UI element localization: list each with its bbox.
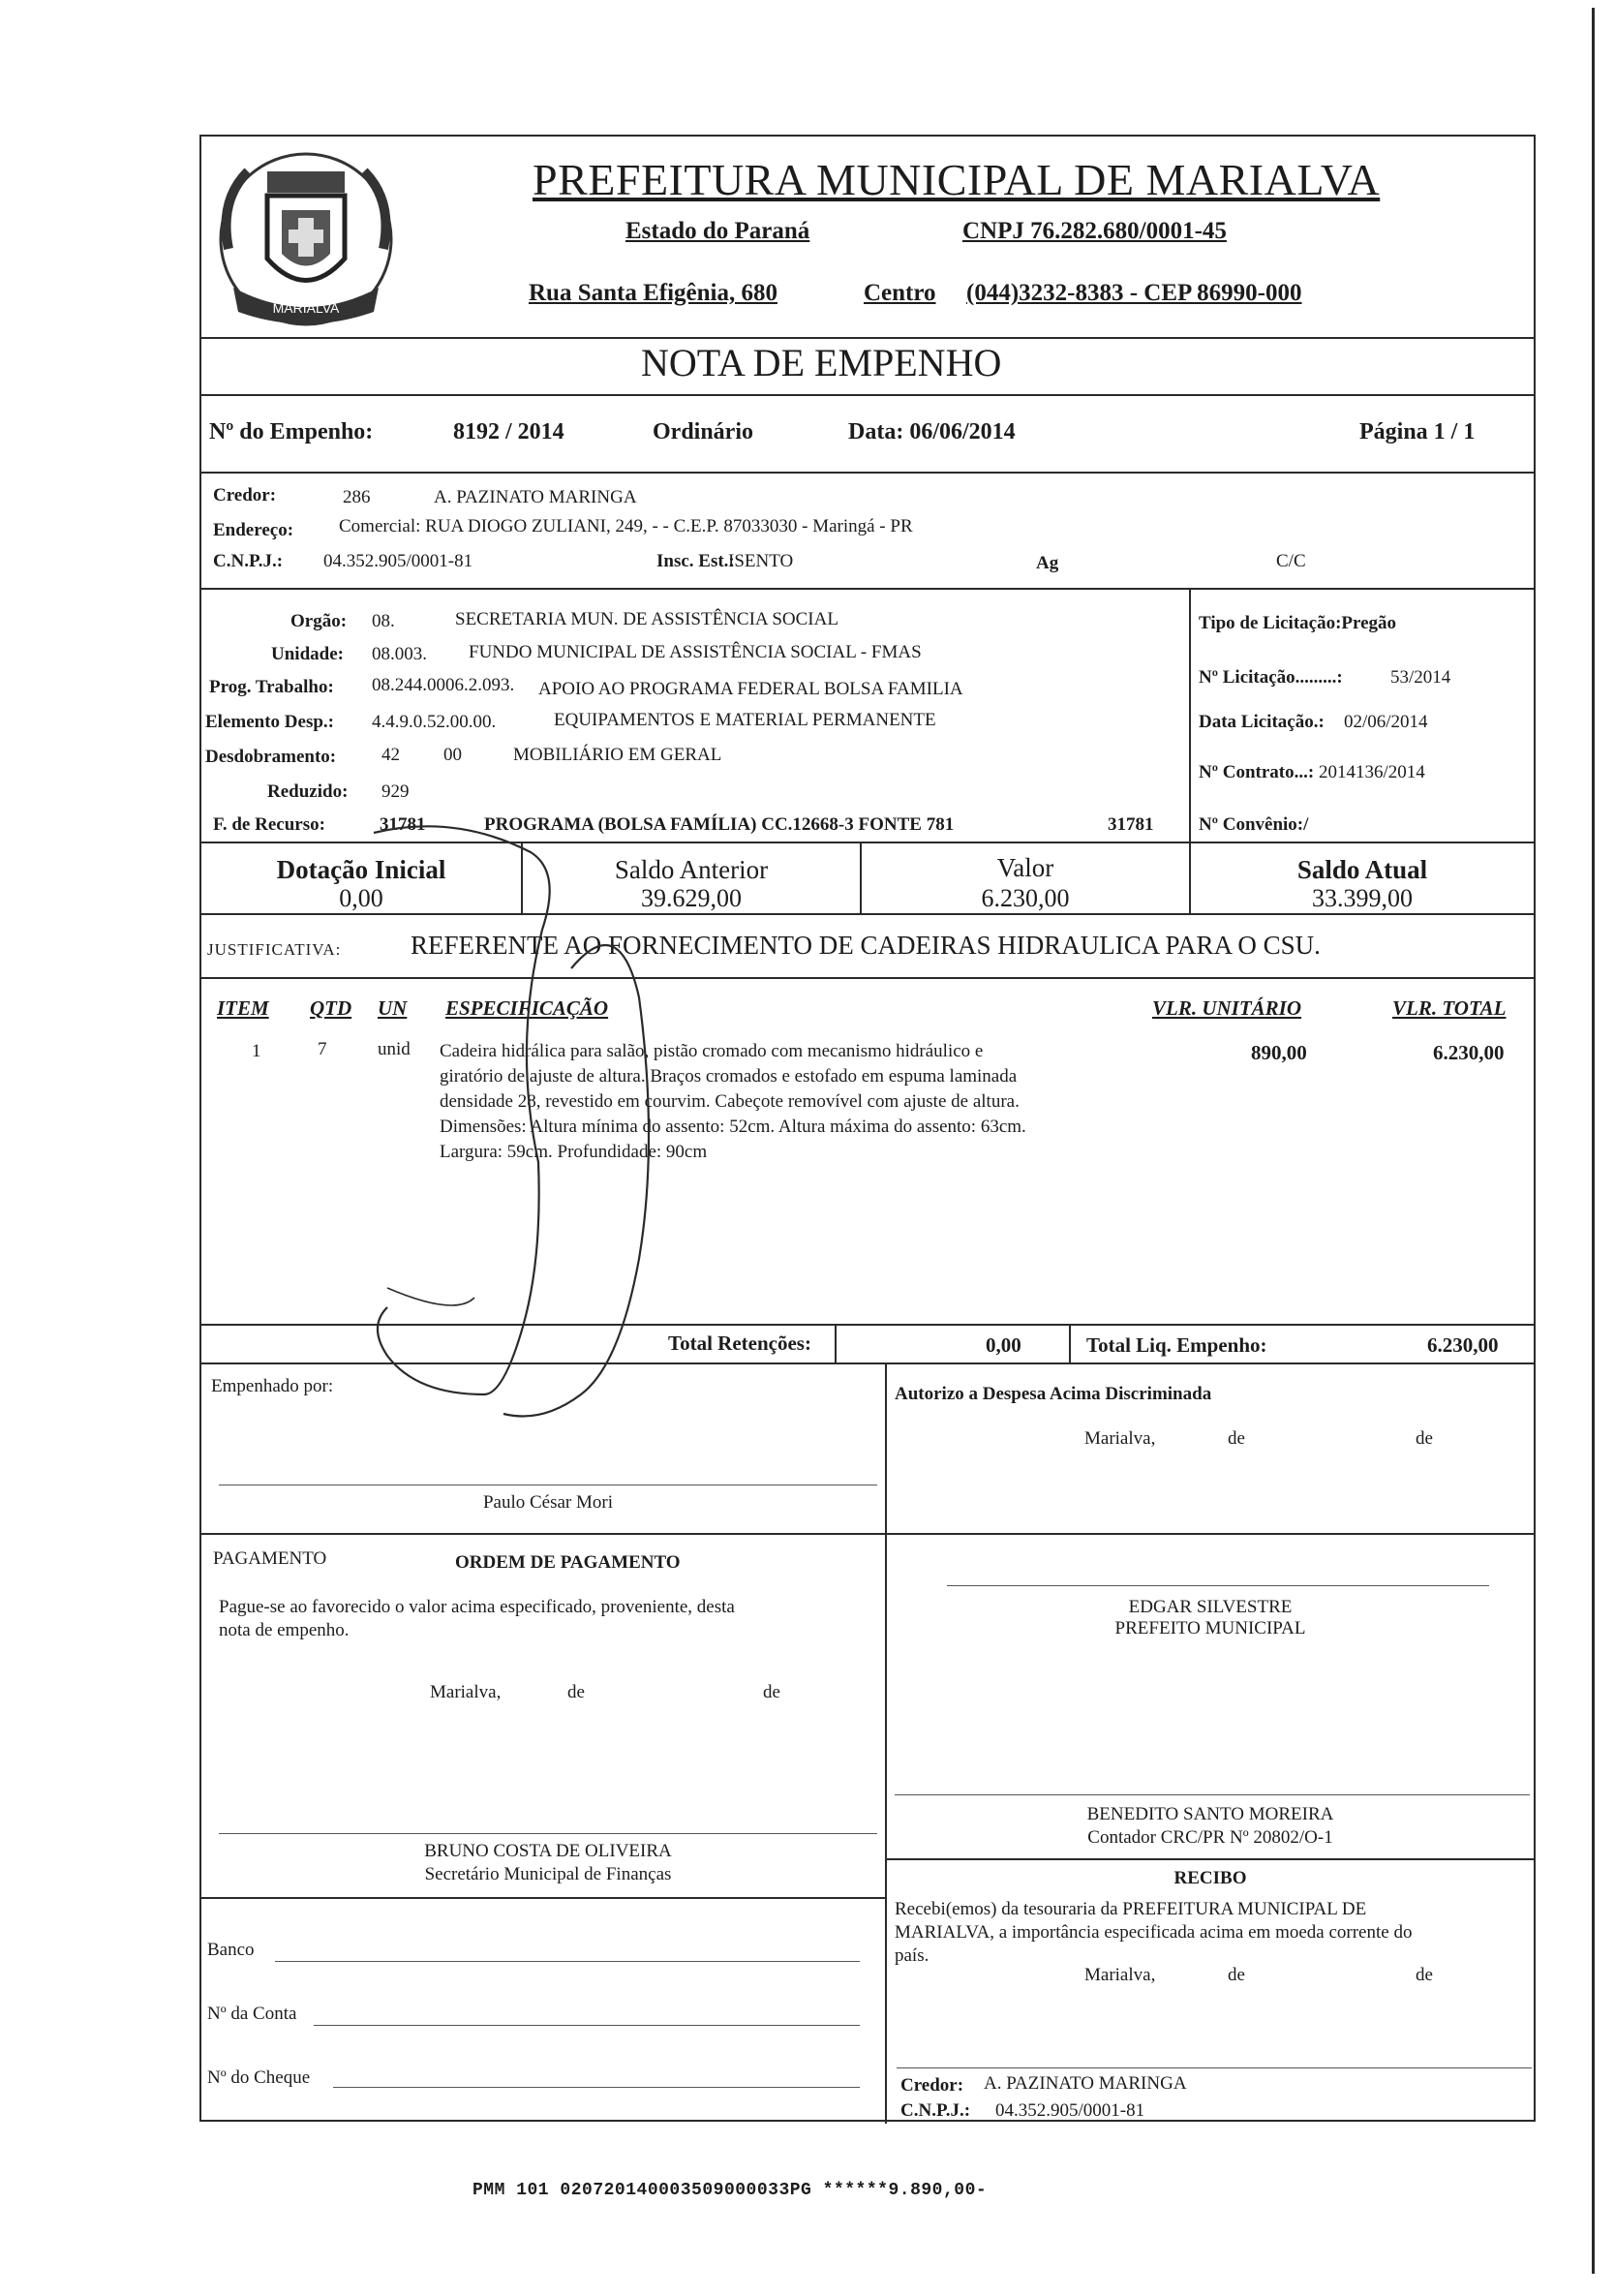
divider [201, 1897, 885, 1899]
credor-name: A. PAZINATO MARINGA [434, 487, 637, 507]
item-spec-line: Cadeira hidrálica para salão, pistão cromado com mecanismo hidráulico e [440, 1041, 984, 1061]
fonte-recurso-code-2: 31781 [1108, 814, 1154, 835]
divider [201, 842, 1534, 843]
justificativa-label: JUSTIFICATIVA: [207, 940, 342, 959]
saldo-anterior-label: Saldo Anterior [614, 855, 769, 884]
page-edge-shadow [1592, 8, 1595, 2274]
unidade-name: FUNDO MUNICIPAL DE ASSISTÊNCIA SOCIAL - FMAS [469, 642, 922, 662]
divider [201, 977, 1534, 979]
saldo-anterior-value: 39.629,00 [641, 884, 742, 912]
item-spec-line: Dimensões: Altura mínima do assento: 52cm. Altura máxima do assento: 63cm. [440, 1117, 1026, 1137]
agencia-label: Ag [1036, 553, 1059, 573]
dotacao-inicial-value: 0,00 [339, 884, 383, 912]
marialva-date-label: Marialva, [430, 1682, 502, 1702]
reduzido-label: Reduzido: [267, 781, 349, 802]
convenio: Nº Convênio:/ [1199, 814, 1309, 835]
total-retencoes-value: 0,00 [986, 1333, 1021, 1357]
banco-line[interactable] [275, 1961, 860, 1962]
doc-title: NOTA DE EMPENHO [641, 341, 1002, 384]
fonte-recurso-name: PROGRAMA (BOLSA FAMÍLIA) CC.12668-3 FONTE 781 [484, 814, 955, 835]
valor-label: Valor [996, 853, 1054, 882]
col-especificacao: ESPECIFICAÇÃO [445, 996, 609, 1020]
credor-code: 286 [343, 487, 371, 507]
divider [1189, 588, 1191, 842]
orgao-code: 08. [372, 611, 395, 631]
district-header: Centro [864, 280, 936, 306]
prog-name: APOIO AO PROGRAMA FEDERAL BOLSA FAMILIA [538, 679, 963, 699]
data-licitacao-label: Data Licitação.: [1199, 712, 1325, 732]
divider [201, 913, 1534, 915]
address-header: Rua Santa Efigênia, 680 [529, 280, 777, 306]
phone-cep-header: (044)3232-8383 - CEP 86990-000 [966, 280, 1302, 306]
signature-line [947, 1585, 1489, 1586]
saldo-atual-value: 33.399,00 [1312, 884, 1413, 912]
pague-se-line: Pague-se ao favorecido o valor acima especificado, proveniente, desta [219, 1597, 735, 1617]
col-vlr-total: VLR. TOTAL [1392, 996, 1507, 1020]
signature-line [895, 1794, 1530, 1795]
desdobramento-code: 42 [381, 745, 400, 765]
prog-label: Prog. Trabalho: [209, 677, 334, 697]
desdobramento-name: MOBILIÁRIO EM GERAL [513, 745, 722, 765]
recibo-cnpj: 04.352.905/0001-81 [995, 2100, 1145, 2121]
credor-address: Comercial: RUA DIOGO ZULIANI, 249, - - C.E.P. 87033030 - Maringá - PR [339, 516, 913, 536]
unidade-label: Unidade: [271, 644, 344, 664]
divider [201, 337, 1534, 339]
date-de-2: de [1416, 1428, 1433, 1449]
credor-cnpj: 04.352.905/0001-81 [323, 551, 473, 571]
col-un: UN [378, 996, 408, 1020]
orgao-label: Orgão: [290, 611, 348, 631]
contador-name: BENEDITO SANTO MOREIRA [1086, 1804, 1334, 1824]
num-licitacao-label: Nº Licitação.........: [1199, 667, 1343, 688]
nota-de-empenho-form [199, 135, 1536, 2122]
valor-value: 6.230,00 [981, 884, 1070, 912]
cnpj-header: CNPJ 76.282.680/0001-45 [962, 218, 1227, 244]
conta-corrente-label: C/C [1276, 551, 1306, 571]
prefeitura-title: PREFEITURA MUNICIPAL DE MARIALVA [533, 155, 1381, 204]
prog-code: 08.244.0006.2.093. [372, 675, 515, 695]
svg-text:MARIALVA: MARIALVA [272, 300, 340, 316]
empenho-number: 8192 / 2014 [453, 419, 564, 444]
signature-line [897, 2067, 1532, 2068]
desdobramento-label: Desdobramento: [205, 747, 337, 767]
cheque-label: Nº do Cheque [207, 2067, 311, 2088]
tipo-licitacao: Tipo de Licitação:Pregão [1199, 613, 1397, 633]
fonte-recurso-code: 31781 [380, 814, 426, 835]
pagamento-label: PAGAMENTO [213, 1548, 327, 1569]
divider [201, 472, 1534, 474]
contrato-label: Nº Contrato...: [1199, 762, 1315, 782]
saldo-atual-label: Saldo Atual [1296, 855, 1428, 884]
dotacao-inicial-label: Dotação Inicial [276, 855, 446, 884]
cheque-line[interactable] [333, 2087, 860, 2088]
date-de-2: de [763, 1682, 780, 1702]
date-de-1: de [1228, 1428, 1245, 1449]
pague-se-line: nota de empenho. [219, 1620, 350, 1640]
elemento-code: 4.4.9.0.52.00.00. [372, 712, 497, 732]
empenho-type: Ordinário [653, 419, 754, 444]
item-spec-line: densidade 28, revestido em courvim. Cabeçote removível com ajuste de altura. [440, 1091, 1020, 1112]
prefeito-title: PREFEITO MUNICIPAL [1114, 1618, 1306, 1638]
total-liquido-value: 6.230,00 [1427, 1333, 1499, 1357]
reduzido-value: 929 [381, 781, 410, 802]
recibo-title: RECIBO [1173, 1868, 1247, 1888]
page-indicator: Página 1 / 1 [1359, 419, 1476, 444]
footer-stamp-code: PMM 101 020720140003509000033PG ******9.890,00- [472, 2181, 988, 2200]
recibo-credor-name: A. PAZINATO MARINGA [984, 2073, 1187, 2094]
divider [885, 1362, 887, 2124]
total-retencoes-label: Total Retenções: [668, 1332, 811, 1355]
empenhado-por-name: Paulo César Mori [482, 1492, 614, 1513]
prefeito-name: EDGAR SILVESTRE [1128, 1597, 1293, 1617]
empenho-number-label: Nº do Empenho: [209, 419, 374, 444]
item-qtd: 7 [318, 1039, 327, 1059]
date-de-1: de [567, 1682, 585, 1702]
signature-line [219, 1833, 877, 1834]
contador-title: Contador CRC/PR Nº 20802/O-1 [1087, 1827, 1333, 1848]
item-number: 1 [252, 1041, 261, 1061]
insc-value: ISENTO [728, 551, 794, 571]
col-item: ITEM [217, 996, 269, 1020]
item-vlr-unitario: 890,00 [1251, 1041, 1307, 1064]
recibo-line: Recebi(emos) da tesouraria da PREFEITURA MUNICIPAL DE [895, 1899, 1367, 1919]
col-vlr-unitario: VLR. UNITÁRIO [1152, 996, 1302, 1020]
banco-label: Banco [207, 1940, 255, 1960]
divider [201, 1362, 1534, 1364]
date-de-2: de [1416, 1965, 1433, 1985]
divider [201, 394, 1534, 396]
num-licitacao: 53/2014 [1390, 667, 1451, 688]
divider [1069, 1324, 1071, 1364]
divider [201, 1533, 1534, 1535]
secretario-name: BRUNO COSTA DE OLIVEIRA [424, 1841, 672, 1861]
secretario-title: Secretário Municipal de Finanças [424, 1864, 672, 1884]
col-qtd: QTD [310, 996, 352, 1020]
recibo-credor-label: Credor: [900, 2075, 964, 2096]
date-de-1: de [1228, 1965, 1245, 1985]
item-vlr-total: 6.230,00 [1433, 1041, 1505, 1064]
endereco-label: Endereço: [213, 520, 294, 540]
contrato-number: 2014136/2014 [1319, 762, 1425, 782]
marialva-date-label: Marialva, [1084, 1965, 1156, 1985]
unidade-code: 08.003. [372, 644, 427, 664]
item-unit: unid [378, 1039, 411, 1059]
item-spec-line: Largura: 59cm. Profundidade: 90cm [440, 1142, 708, 1162]
conta-label: Nº da Conta [207, 2004, 297, 2024]
conta-line[interactable] [314, 2025, 860, 2026]
desdobramento-sub: 00 [443, 745, 462, 765]
autorizo-despesa: Autorizo a Despesa Acima Discriminada [895, 1384, 1212, 1404]
elemento-label: Elemento Desp.: [205, 712, 334, 732]
state-name: Estado do Paraná [625, 218, 810, 244]
recibo-cnpj-label: C.N.P.J.: [900, 2100, 971, 2121]
empenho-date: Data: 06/06/2014 [848, 419, 1016, 444]
justificativa-text: REFERENTE AO FORNECIMENTO DE CADEIRAS HIDRAULICA PARA O CSU. [411, 931, 1321, 960]
divider [887, 1858, 1534, 1860]
recibo-line: MARIALVA, a importância especificada acima em moeda corrente do [895, 1922, 1413, 1943]
empenhado-por-label: Empenhado por: [211, 1376, 334, 1396]
cnpj-label: C.N.P.J.: [213, 551, 284, 571]
divider [201, 1324, 1534, 1326]
item-spec-line: giratório de ajuste de altura. Braços cromados e estofado em espuma laminada [440, 1066, 1018, 1087]
elemento-name: EQUIPAMENTOS E MATERIAL PERMANENTE [554, 710, 936, 730]
insc-label: Insc. Est.: [656, 551, 735, 571]
data-licitacao: 02/06/2014 [1344, 712, 1428, 732]
marialva-date-label: Marialva, [1084, 1428, 1156, 1449]
ordem-pagamento-label: ORDEM DE PAGAMENTO [455, 1552, 681, 1573]
recibo-line: país. [895, 1945, 929, 1966]
divider [835, 1324, 837, 1364]
divider [201, 588, 1534, 590]
total-liquido-label: Total Liq. Empenho: [1086, 1333, 1267, 1357]
coat-of-arms-icon [209, 142, 403, 336]
credor-label: Credor: [213, 485, 277, 505]
fonte-recurso-label: F. de Recurso: [213, 814, 325, 835]
orgao-name: SECRETARIA MUN. DE ASSISTÊNCIA SOCIAL [455, 609, 838, 629]
